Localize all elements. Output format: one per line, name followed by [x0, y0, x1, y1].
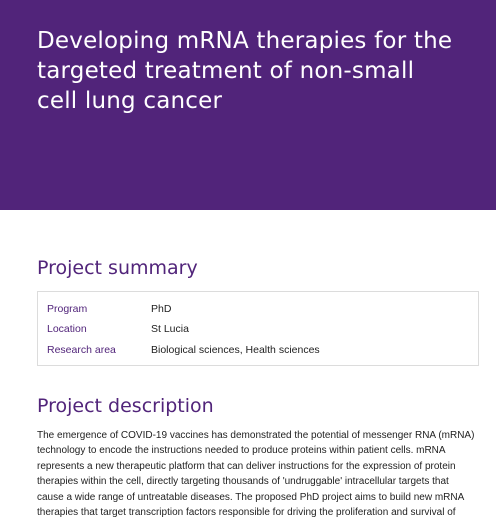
- summary-label: Program: [47, 303, 88, 315]
- page-title: Developing mRNA therapies for the targeted treatment of non-small cell lung cancer: [37, 28, 453, 114]
- summary-value: Biological sciences, Health sciences: [151, 344, 320, 356]
- project-description-heading: Project description: [37, 395, 214, 417]
- project-description-text: The emergence of COVID-19 vaccines has demonstrated the potential of messenger RNA (mRNA) technology to encode the instructions needed to produce proteins within patient cells. mRNA represents a new therapeutic platform that can deliver instructions for the expression of protein therapies within the cell, directly targeting thousands of 'undruggable' intracellular targets that cause a wide range of untreatable diseases. The proposed PhD project aims to build new mRNA therapies that target transcription factors responsible for driving the proliferation and survival of: [37, 430, 475, 519]
- project-summary-heading: Project summary: [37, 257, 198, 279]
- summary-label: Research area: [47, 344, 116, 356]
- summary-label: Location: [47, 323, 87, 335]
- summary-value: St Lucia: [151, 323, 189, 335]
- hero-banner: [0, 0, 496, 210]
- project-summary-box: [37, 291, 479, 366]
- summary-value: PhD: [151, 303, 172, 315]
